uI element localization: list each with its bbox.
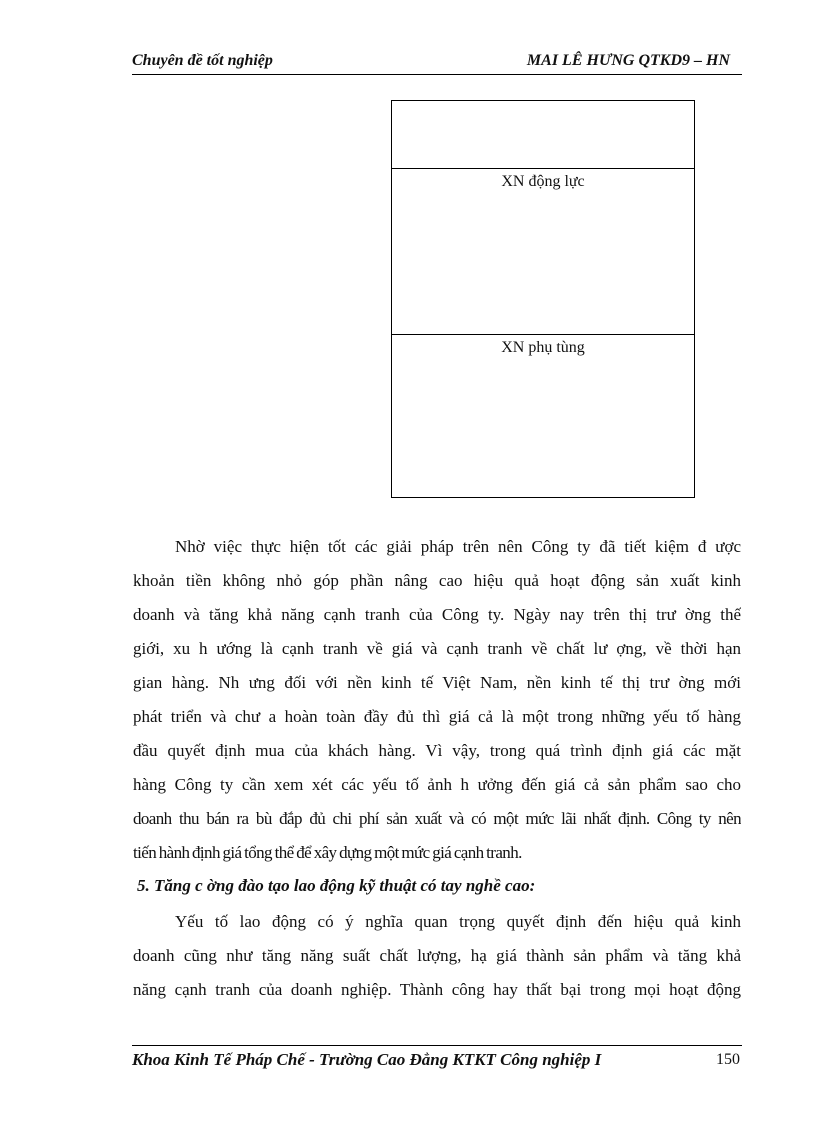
paragraph-line: năng cạnh tranh của doanh nghiệp. Thành công hay thất bại trong mọi hoạt động xyxy=(133,980,741,999)
paragraph-1 xyxy=(133,530,741,870)
page-number: 150 xyxy=(716,1051,740,1068)
diagram-box-label: XN phụ tùng xyxy=(501,339,585,356)
diagram-box-dong-luc xyxy=(392,169,694,335)
footer-institution: Khoa Kinh Tế Pháp Chế - Trường Cao Đẳng KTKT Công nghiệp I xyxy=(132,1050,602,1069)
paragraph-line: Yếu tố lao động có ý nghĩa quan trọng quyết định đến hiệu quả kinh xyxy=(175,912,741,931)
header-title: Chuyên đề tốt nghiệp xyxy=(132,52,273,69)
paragraph-line: hàng Công ty cần xem xét các yếu tố ảnh h ưởng đến giá cả sản phẩm sao cho xyxy=(133,775,741,794)
paragraph-line: khoản tiền không nhỏ góp phần nâng cao hiệu quả hoạt động sản xuất kinh xyxy=(133,571,741,590)
header-rule xyxy=(132,74,742,75)
diagram-box-phu-tung xyxy=(392,335,694,497)
paragraph-line: tiến hành định giá tổng thể để xây dựng một mức giá cạnh tranh. xyxy=(133,843,522,862)
section-heading: 5. Tăng c ờng đào tạo lao động kỹ thuật có tay nghề cao: xyxy=(137,876,536,895)
paragraph-line: Nhờ việc thực hiện tốt các giải pháp trên nên Công ty đã tiết kiệm đ ược xyxy=(175,537,741,556)
paragraph-line: giới, xu h ướng là cạnh tranh về giá và cạnh tranh về chất lư ợng, về thời hạn xyxy=(133,639,741,658)
paragraph-line: gian hàng. Nh ưng đối với nền kinh tế Việt Nam, nền kinh tế thị trư ờng mới xyxy=(133,673,741,692)
paragraph-line: doanh cũng như tăng năng suất chất lượng, hạ giá thành sản phẩm và tăng khả xyxy=(133,946,741,965)
footer-rule xyxy=(132,1045,742,1046)
paragraph-2 xyxy=(133,905,741,1007)
diagram-box-top xyxy=(392,101,694,169)
page-header xyxy=(132,48,742,74)
org-diagram xyxy=(391,100,695,498)
paragraph-line: phát triển và chư a hoàn toàn đầy đủ thì giá cả là một trong những yếu tố hàng xyxy=(133,707,741,726)
page-footer xyxy=(132,1045,742,1069)
diagram-box-label: XN động lực xyxy=(501,173,585,190)
paragraph-line: đầu quyết định mua của khách hàng. Vì vậy, trong quá trình định giá các mặt xyxy=(133,741,741,760)
paragraph-line: doanh thu bán ra bù đắp đủ chi phí sản xuất và có một mức lãi nhất định. Công ty nên xyxy=(133,809,741,828)
paragraph-line: doanh và tăng khả năng cạnh tranh của Công ty. Ngày nay trên thị trư ờng thế xyxy=(133,605,741,624)
header-author: MAI LÊ HƯNG QTKD9 – HN xyxy=(526,52,730,69)
